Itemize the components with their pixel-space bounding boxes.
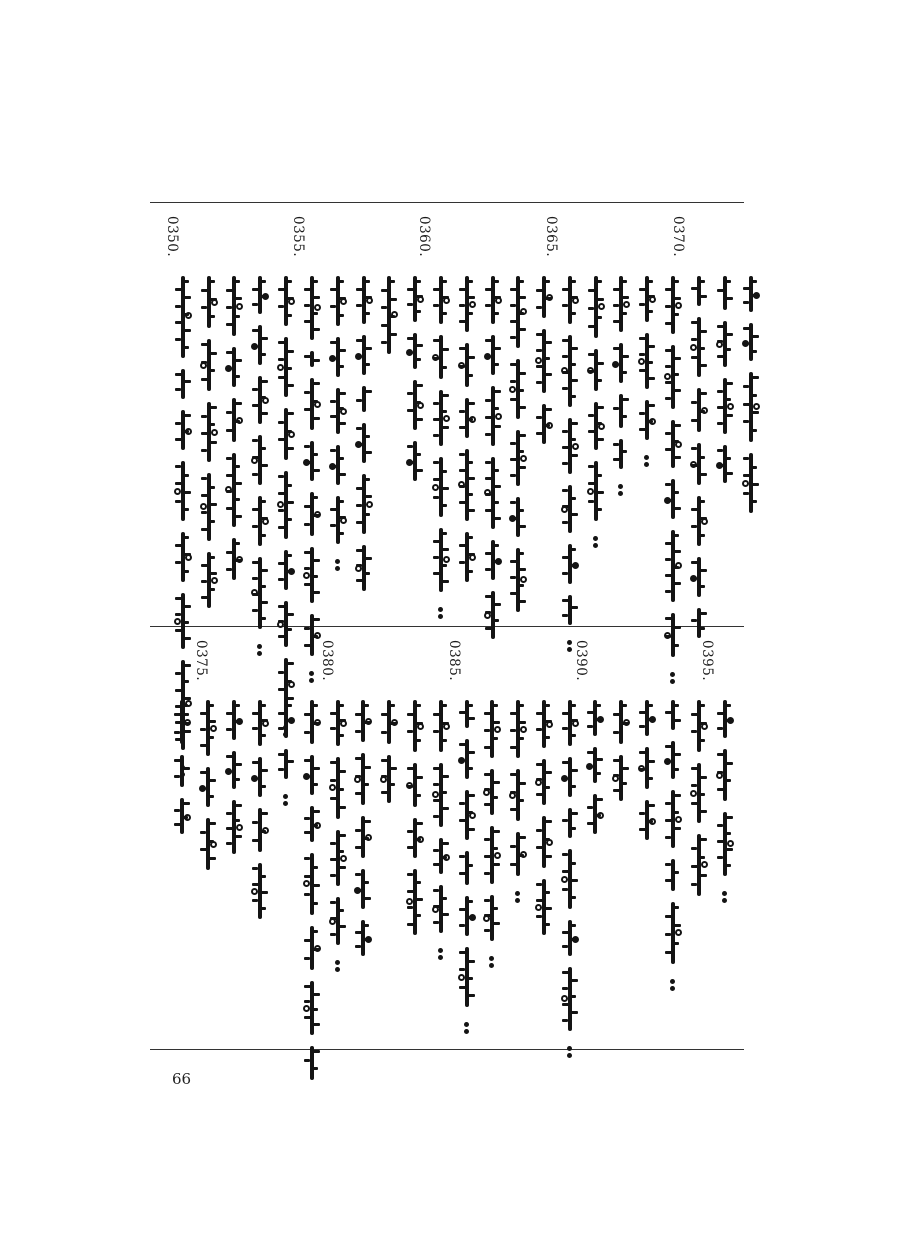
script-word: [329, 388, 347, 434]
script-word: [200, 473, 218, 541]
script-word: [303, 755, 321, 795]
script-word: [458, 700, 476, 728]
line-number-0365: 0365.: [543, 216, 559, 258]
script-word: [225, 453, 243, 527]
script-word: [225, 700, 243, 740]
script-word: [561, 967, 579, 1031]
script-word: [458, 532, 476, 582]
script-word: [329, 445, 347, 485]
script-word: [509, 497, 527, 537]
script-word: [303, 981, 321, 1035]
script-word: [354, 700, 372, 742]
script-word: [251, 808, 269, 852]
script-word: [612, 276, 630, 332]
bottom-text-block: [150, 636, 744, 1042]
script-word: [561, 920, 579, 956]
script-word: [690, 276, 708, 306]
script-word: [716, 700, 734, 738]
script-word: [329, 830, 347, 886]
script-word: [612, 394, 630, 428]
script-word: [483, 826, 501, 884]
script-word: [612, 700, 630, 744]
script-word: [716, 378, 734, 434]
line-number-0385: 0385.: [446, 640, 462, 682]
script-word: [535, 276, 553, 318]
script-word: [458, 851, 476, 885]
script-word: [484, 276, 502, 324]
punctuation-mark: [438, 605, 444, 621]
script-word: [535, 404, 553, 444]
script-word: [664, 276, 682, 334]
script-word: [277, 700, 295, 738]
script-word: [716, 276, 734, 310]
script-word: [251, 757, 269, 797]
script-word: [484, 457, 502, 529]
script-word: [173, 798, 191, 834]
script-word: [355, 423, 373, 463]
script-word: [535, 879, 553, 935]
script-word: [406, 818, 424, 858]
script-word: [303, 276, 321, 340]
punctuation-mark: [567, 1044, 573, 1060]
script-word: [303, 492, 321, 536]
script-word: [716, 749, 734, 801]
script-word: [690, 763, 708, 823]
line-number-0355: 0355.: [290, 216, 306, 258]
script-word: [561, 757, 579, 797]
script-word: [535, 700, 553, 748]
script-word: [251, 376, 269, 424]
script-word: [638, 700, 656, 736]
script-word: [380, 276, 398, 354]
script-word: [355, 276, 373, 324]
script-word: [587, 461, 605, 521]
script-word: [561, 808, 579, 838]
script-word: [406, 441, 424, 481]
script-word: [277, 471, 295, 539]
script-word: [561, 700, 579, 746]
script-word: [251, 325, 269, 365]
script-word: [561, 335, 579, 407]
script-word: [303, 351, 321, 367]
script-word: [251, 557, 269, 629]
script-word: [277, 276, 295, 326]
script-word: [458, 947, 476, 1007]
script-word: [509, 548, 527, 612]
script-word: [561, 418, 579, 474]
script-word: [355, 545, 373, 591]
script-word: [303, 700, 321, 744]
script-word: [587, 402, 605, 450]
script-word: [303, 441, 321, 481]
script-word: [200, 552, 218, 608]
script-word: [664, 902, 682, 964]
script-word: [173, 700, 191, 744]
script-word: [406, 380, 424, 430]
script-word: [200, 276, 218, 328]
script-word: [225, 347, 243, 387]
script-word: [432, 838, 450, 874]
punctuation-mark: [515, 889, 521, 905]
script-word: [277, 408, 295, 460]
line-number-0360: 0360.: [416, 216, 432, 258]
script-word: [535, 329, 553, 393]
script-word: [561, 595, 579, 625]
script-word: [329, 700, 347, 746]
punctuation-mark: [670, 977, 676, 993]
script-word: [484, 540, 502, 580]
script-word: [406, 869, 424, 935]
script-word: [690, 317, 708, 377]
script-word: [354, 816, 372, 858]
script-word: [664, 790, 682, 848]
script-word: [638, 400, 656, 440]
script-word: [638, 747, 656, 789]
script-word: [380, 700, 398, 744]
punctuation-mark: [618, 482, 624, 498]
script-word: [664, 700, 682, 730]
script-word: [586, 700, 604, 736]
line-number-0375: 0375.: [193, 640, 209, 682]
script-word: [509, 276, 527, 348]
script-word: [612, 343, 630, 383]
script-word: [173, 755, 191, 787]
script-word: [561, 849, 579, 909]
script-word: [355, 474, 373, 534]
script-word: [354, 869, 372, 909]
script-word: [716, 812, 734, 876]
script-word: [587, 276, 605, 338]
script-word: [612, 439, 630, 469]
script-word: [483, 769, 501, 815]
script-word: [509, 769, 527, 821]
script-word: [483, 895, 501, 941]
script-word: [199, 818, 217, 870]
script-word: [174, 276, 192, 358]
line-number-0395: 0395.: [699, 640, 715, 682]
script-word: [716, 445, 734, 483]
script-word: [251, 863, 269, 919]
script-word: [406, 763, 424, 807]
script-word: [251, 276, 269, 314]
script-word: [303, 1046, 321, 1080]
script-word: [251, 496, 269, 546]
script-word: [432, 276, 450, 324]
script-word: [432, 700, 450, 752]
script-word: [303, 926, 321, 970]
script-word: [277, 749, 295, 779]
script-word: [200, 339, 218, 391]
script-word: [225, 751, 243, 789]
bottom-rule: [150, 1049, 744, 1050]
script-word: [432, 885, 450, 933]
line-number-0350: 0350.: [164, 216, 180, 258]
script-word: [432, 390, 450, 446]
script-word: [432, 763, 450, 827]
script-word: [303, 806, 321, 842]
punctuation-mark: [489, 954, 495, 970]
script-word: [561, 544, 579, 584]
script-word: [380, 755, 398, 803]
punctuation-mark: [283, 792, 289, 808]
script-word: [458, 276, 476, 332]
script-word: [561, 485, 579, 533]
script-word: [406, 700, 424, 752]
script-word: [690, 834, 708, 896]
script-word: [742, 453, 760, 513]
script-word: [225, 538, 243, 580]
script-word: [225, 800, 243, 854]
script-word: [225, 398, 243, 442]
script-word: [484, 335, 502, 375]
script-word: [638, 800, 656, 840]
punctuation-mark: [593, 534, 599, 550]
punctuation-mark: [438, 946, 444, 962]
script-word: [406, 333, 424, 369]
script-word: [200, 402, 218, 462]
script-word: [716, 321, 734, 367]
script-word: [303, 853, 321, 915]
script-word: [509, 359, 527, 419]
script-word: [535, 759, 553, 805]
script-word: [690, 496, 708, 546]
script-word: [174, 410, 192, 450]
script-word: [329, 337, 347, 377]
script-word: [664, 345, 682, 409]
script-word: [458, 343, 476, 387]
punctuation-mark: [722, 889, 728, 905]
script-word: [174, 461, 192, 521]
script-word: [303, 378, 321, 430]
script-word: [483, 700, 501, 758]
script-word: [458, 790, 476, 840]
script-word: [458, 398, 476, 438]
script-word: [484, 591, 502, 639]
script-word: [586, 747, 604, 783]
script-word: [690, 608, 708, 638]
script-word: [199, 767, 217, 807]
script-word: [199, 700, 217, 756]
punctuation-mark: [335, 557, 341, 573]
script-word: [174, 369, 192, 399]
script-word: [664, 859, 682, 891]
script-word: [690, 700, 708, 752]
script-word: [690, 443, 708, 485]
script-word: [535, 816, 553, 868]
script-word: [329, 276, 347, 326]
script-word: [509, 832, 527, 876]
script-word: [303, 547, 321, 603]
line-number-0380: 0380.: [319, 640, 335, 682]
script-word: [432, 528, 450, 592]
script-word: [612, 755, 630, 801]
script-word: [690, 557, 708, 597]
script-word: [406, 276, 424, 322]
script-word: [354, 920, 372, 956]
line-number-0370: 0370.: [670, 216, 686, 258]
punctuation-mark: [644, 453, 650, 469]
script-word: [458, 449, 476, 521]
script-word: [251, 435, 269, 485]
script-word: [509, 430, 527, 486]
script-word: [638, 333, 656, 389]
script-word: [509, 700, 527, 758]
script-word: [329, 496, 347, 544]
script-word: [690, 388, 708, 432]
script-word: [354, 753, 372, 805]
script-word: [458, 896, 476, 936]
script-word: [742, 276, 760, 312]
script-word: [458, 739, 476, 779]
script-word: [432, 335, 450, 379]
top-text-block: [150, 212, 744, 618]
script-word: [277, 550, 295, 590]
script-word: [329, 897, 347, 945]
script-word: [664, 479, 682, 519]
script-word: [432, 457, 450, 517]
script-word: [174, 532, 192, 582]
punctuation-mark: [464, 1020, 470, 1036]
page-number: 66: [172, 1070, 192, 1088]
script-word: [561, 276, 579, 324]
script-word: [742, 372, 760, 442]
script-word: [277, 337, 295, 397]
script-word: [664, 420, 682, 468]
script-word: [664, 530, 682, 602]
script-word: [251, 700, 269, 746]
script-word: [742, 323, 760, 361]
script-word: [638, 276, 656, 322]
script-word: [484, 386, 502, 446]
top-rule: [150, 202, 744, 203]
script-word: [355, 386, 373, 412]
punctuation-mark: [335, 958, 341, 974]
script-word: [586, 794, 604, 834]
script-word: [225, 276, 243, 336]
script-word: [664, 741, 682, 779]
script-word: [587, 349, 605, 391]
script-word: [329, 757, 347, 819]
script-word: [355, 335, 373, 375]
middle-rule: [150, 626, 744, 627]
line-number-0390: 0390.: [573, 640, 589, 682]
